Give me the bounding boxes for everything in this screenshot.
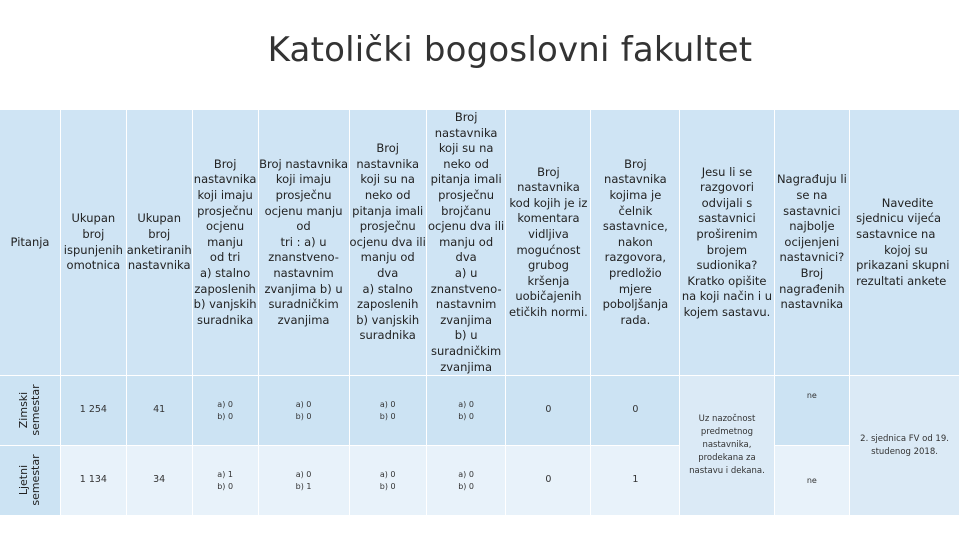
slide-title: Katolički bogoslovni fakultet: [267, 30, 753, 70]
cell-c3: a) 0 b) 0: [192, 376, 258, 446]
header-ocjena-manja-od-tri-zaposleni: Broj nastavnika koji imaju prosječnu ocjenu manju od tri a) stalno zaposlenih b) vanjskih suradnika: [192, 110, 258, 376]
header-ocjena-dva-zaposleni: Broj nastavnika koji su na neko od pitanja imali prosječnu ocjenu dva ili manju od dva a) stalno zaposlenih b) vanjskih suradnika: [349, 110, 426, 376]
header-ocjena-dva-zvanja: Broj nastavnika koji su na neko od pitanja imali prosječnu brojčanu ocjenu dva ili manju od dva a) u znanstveno- nastavnim zvanjima b) u suradničkim zvanjima: [426, 110, 506, 376]
header-sjednica: Navedite sjednicu vijeća sastavnice na kojoj su prikazani skupni rezultati ankete: [850, 110, 960, 376]
cell-c4: a) 0 b) 0: [258, 376, 349, 446]
cell-c8: 1: [591, 446, 680, 516]
cell-nastavnici: 34: [126, 446, 192, 516]
table-row-ljetni: [0, 446, 960, 516]
cell-nagradivanje: ne: [774, 446, 850, 516]
header-pitanja: Pitanja: [0, 110, 61, 376]
cell-omotnice: 1 254: [61, 376, 127, 446]
cell-c6: a) 0 b) 0: [426, 376, 506, 446]
cell-c3: a) 1 b) 0: [192, 446, 258, 516]
survey-table: [0, 110, 960, 516]
table-row-zimski: [0, 376, 960, 446]
header-mjere-poboljsanja: Broj nastavnika kojima je čelnik sastavnice, nakon razgovora, predložio mjere poboljšanja rada.: [591, 110, 680, 376]
header-ukupan-omotnica: Ukupan broj ispunjenih omotnica: [61, 110, 127, 376]
cell-sjednica: 2. sjednica FV od 19. studenog 2018.: [850, 376, 960, 516]
row-label-zimski: Zimski semestar: [0, 376, 61, 446]
cell-razgovori-opis: Uz nazočnost predmetnog nastavnika, prodekana za nastavu i dekana.: [680, 376, 774, 516]
cell-c8: 0: [591, 376, 680, 446]
cell-c6: a) 0 b) 0: [426, 446, 506, 516]
row-label-ljetni: Ljetni semestar: [0, 446, 61, 516]
header-row: [0, 110, 960, 376]
header-nagradivanje: Nagrađuju li se na sastavnici najbolje ocijenjeni nastavnici? Broj nagrađenih nastavnika: [774, 110, 850, 376]
cell-c5: a) 0 b) 0: [349, 376, 426, 446]
header-ukupan-nastavnika: Ukupan broj anketiranih nastavnika: [126, 110, 192, 376]
header-krsenje-etickih-normi: Broj nastavnika kod kojih je iz komentara vidljiva mogućnost grubog kršenja uobičajenih etičkih normi.: [506, 110, 591, 376]
cell-nastavnici: 41: [126, 376, 192, 446]
header-ocjena-manja-od-tri-zvanja: Broj nastavnika koji imaju prosječnu ocjenu manju od tri : a) u znanstveno- nastavnim zvanjima b) u suradničkim zvanjima: [258, 110, 349, 376]
cell-nagradivanje: ne: [774, 376, 850, 446]
cell-omotnice: 1 134: [61, 446, 127, 516]
cell-c7: 0: [506, 376, 591, 446]
cell-c7: 0: [506, 446, 591, 516]
header-razgovori: Jesu li se razgovori odvijali s sastavnici proširenim brojem sudionika? Kratko opišite na koji način i u kojem sastavu.: [680, 110, 774, 376]
cell-c4: a) 0 b) 1: [258, 446, 349, 516]
cell-c5: a) 0 b) 0: [349, 446, 426, 516]
